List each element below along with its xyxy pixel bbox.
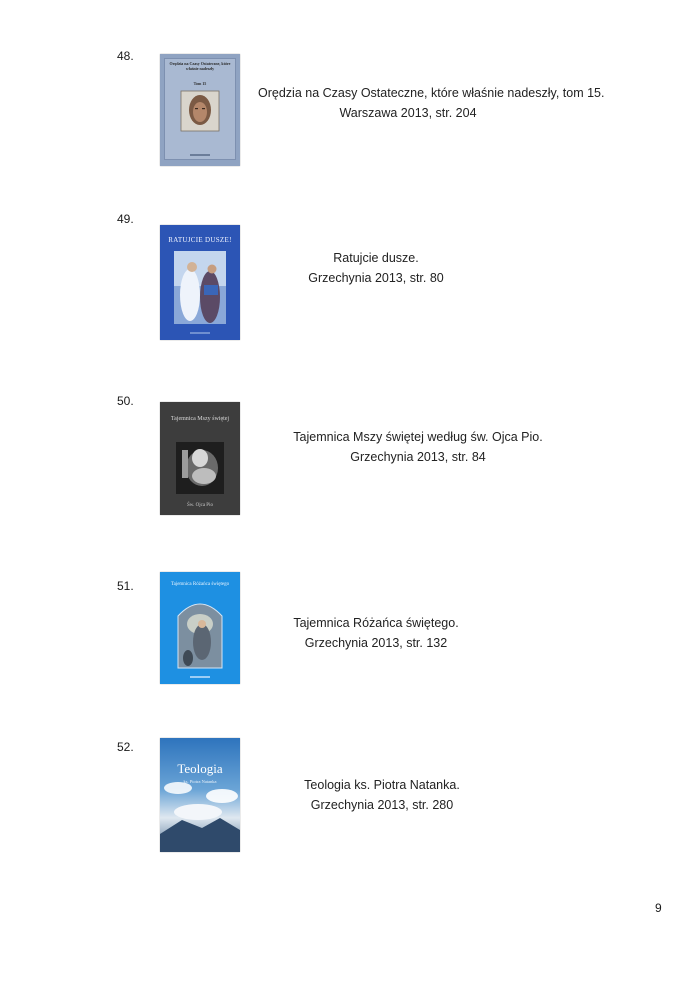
cover-title: Tajemnica Mszy świętej: [170, 416, 230, 422]
cover-title: Tajemnica Różańca świętego: [170, 582, 230, 587]
book-publication-line: Grzechynia 2013, str. 132: [304, 636, 448, 650]
book-cover-48: [160, 54, 240, 166]
cover-title: Teologia: [177, 761, 223, 776]
cover-subtitle: Tom 15: [193, 81, 207, 86]
book-publication-line: Grzechynia 2013, str. 84: [350, 450, 486, 464]
cover-portrait: [160, 54, 240, 166]
book-title-line: Teologia ks. Piotra Natanka.: [304, 778, 460, 792]
cover-sky: [160, 738, 240, 852]
book-publication-line: Warszawa 2013, str. 204: [339, 106, 477, 120]
book-cover-52: [160, 738, 240, 852]
entry-number: 50.: [117, 394, 134, 408]
entry-number: 51.: [117, 579, 134, 593]
entry-number: 49.: [117, 212, 134, 226]
book-title-line: Tajemnica Różańca świętego.: [293, 616, 459, 630]
book-publication-line: Grzechynia 2013, str. 280: [310, 798, 454, 812]
book-title-line: Tajemnica Mszy świętej według św. Ojca Pio.: [293, 430, 543, 444]
entry-number: 52.: [117, 740, 134, 754]
cover-subtitle: ks. Piotra Natanka: [183, 779, 217, 784]
book-title-line: Orędzia na Czasy Ostateczne, które właśnie nadeszły, tom 15.: [258, 86, 605, 100]
page-number: 9: [655, 901, 662, 915]
entry-number: 48.: [117, 49, 134, 63]
book-title-line: Ratujcie dusze.: [333, 251, 419, 265]
cover-title: Orędzia na Czasy Ostateczne, które właśnie nadeszły: [169, 61, 231, 71]
cover-title: RATUJCIE DUSZE!: [168, 236, 232, 244]
cover-footer: Św. Ojca Pio: [187, 503, 213, 508]
book-cover-50: [160, 402, 240, 515]
book-publication-line: Grzechynia 2013, str. 80: [308, 271, 444, 285]
cover-photo: [160, 402, 240, 515]
